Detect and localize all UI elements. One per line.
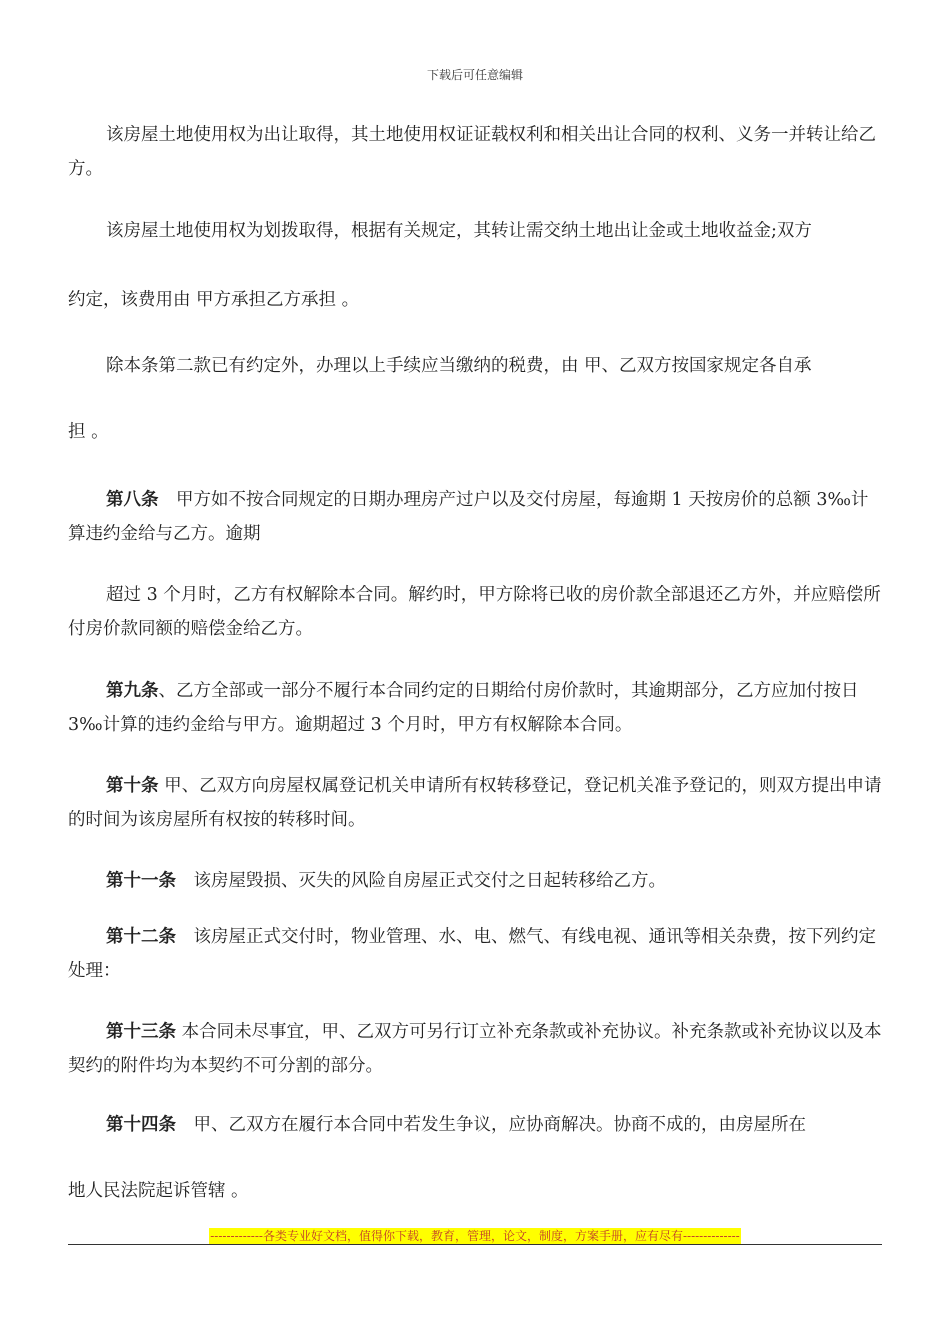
article-heading: 第十二条 [106,927,176,947]
paragraph-taxes [68,349,884,383]
paragraph-fee-bearer [68,283,884,317]
paragraph-land-use-transfer [68,118,884,186]
article-heading: 第十条 [106,776,159,796]
article-text: 、乙方全部或一部分不履行本合同约定的日期给付房价款时，其逾期部分，乙方应加付按日 3‰计算的违约金给与甲方。逾期超过 3 个月时，甲方有权解除本合同。 [68,681,859,735]
footer-divider [68,1244,882,1245]
article-heading: 第八条 [106,490,159,510]
paragraph-termination [68,578,884,646]
article-heading: 第十四条 [106,1115,176,1135]
article-8 [68,483,884,551]
article-text: 该房屋正式交付时，物业管理、水、电、燃气、有线电视、通讯等相关杂费，按下列约定处理： [68,927,876,981]
article-11 [68,864,884,898]
article-text: 本合同未尽事宜，甲、乙双方可另行订立补充条款或补充协议。补充条款或补充协议以及本契约的附件均为本契约不可分割的部分。 [68,1022,882,1076]
paragraph-text: 该房屋土地使用权为出让取得，其土地使用权证证载权利和相关出让合同的权利、义务一并转让给乙方。 [68,125,876,179]
article-14 [68,1108,884,1142]
paragraph-allocation-fee [68,214,884,248]
article-heading: 第十三条 [106,1022,176,1042]
footer-banner-wrap [0,1225,950,1244]
footer-banner: -------------各类专业好文档，值得你下载，教育，管理，论文，制度，方案手册，应有尽有-------------- [210,1229,740,1243]
paragraph-text: 除本条第二款已有约定外，办理以上手续应当缴纳的税费，由 甲、乙双方按国家规定各自承 [106,356,812,376]
paragraph-text: 地人民法院起诉管辖 。 [68,1181,249,1201]
article-12 [68,920,884,988]
paragraph-text: 超过 3 个月时，乙方有权解除本合同。解约时，甲方除将已收的房价款全部退还乙方外，并应赔偿所付房价款同额的赔偿金给乙方。 [68,585,881,639]
article-text: 甲、乙双方向房屋权属登记机关申请所有权转移登记，登记机关准予登记的，则双方提出申请的时间为该房屋所有权按的转移时间。 [68,776,882,830]
article-text: 该房屋毁损、灭失的风险自房屋正式交付之日起转移给乙方。 [176,871,666,891]
article-text: 甲、乙双方在履行本合同中若发生争议，应协商解决。协商不成的，由房屋所在 [176,1115,806,1135]
paragraph-taxes-end [68,415,884,449]
paragraph-text: 担 。 [68,422,109,442]
paragraph-text: 约定，该费用由 甲方承担乙方承担 。 [68,290,360,310]
paragraph-text: 该房屋土地使用权为划拨取得，根据有关规定，其转让需交纳土地出让金或土地收益金;双方 [106,221,812,241]
page-header: 下载后可任意编辑 [426,68,523,82]
article-13 [68,1015,884,1083]
article-9 [68,674,884,742]
article-text: 甲方如不按合同规定的日期办理房产过户以及交付房屋，每逾期 1 天按房价的总额 3‰计算违约金给与乙方。逾期 [68,490,869,544]
article-heading: 第十一条 [106,871,176,891]
paragraph-jurisdiction [68,1174,884,1208]
article-heading: 第九条 [106,681,159,701]
article-10 [68,769,884,837]
